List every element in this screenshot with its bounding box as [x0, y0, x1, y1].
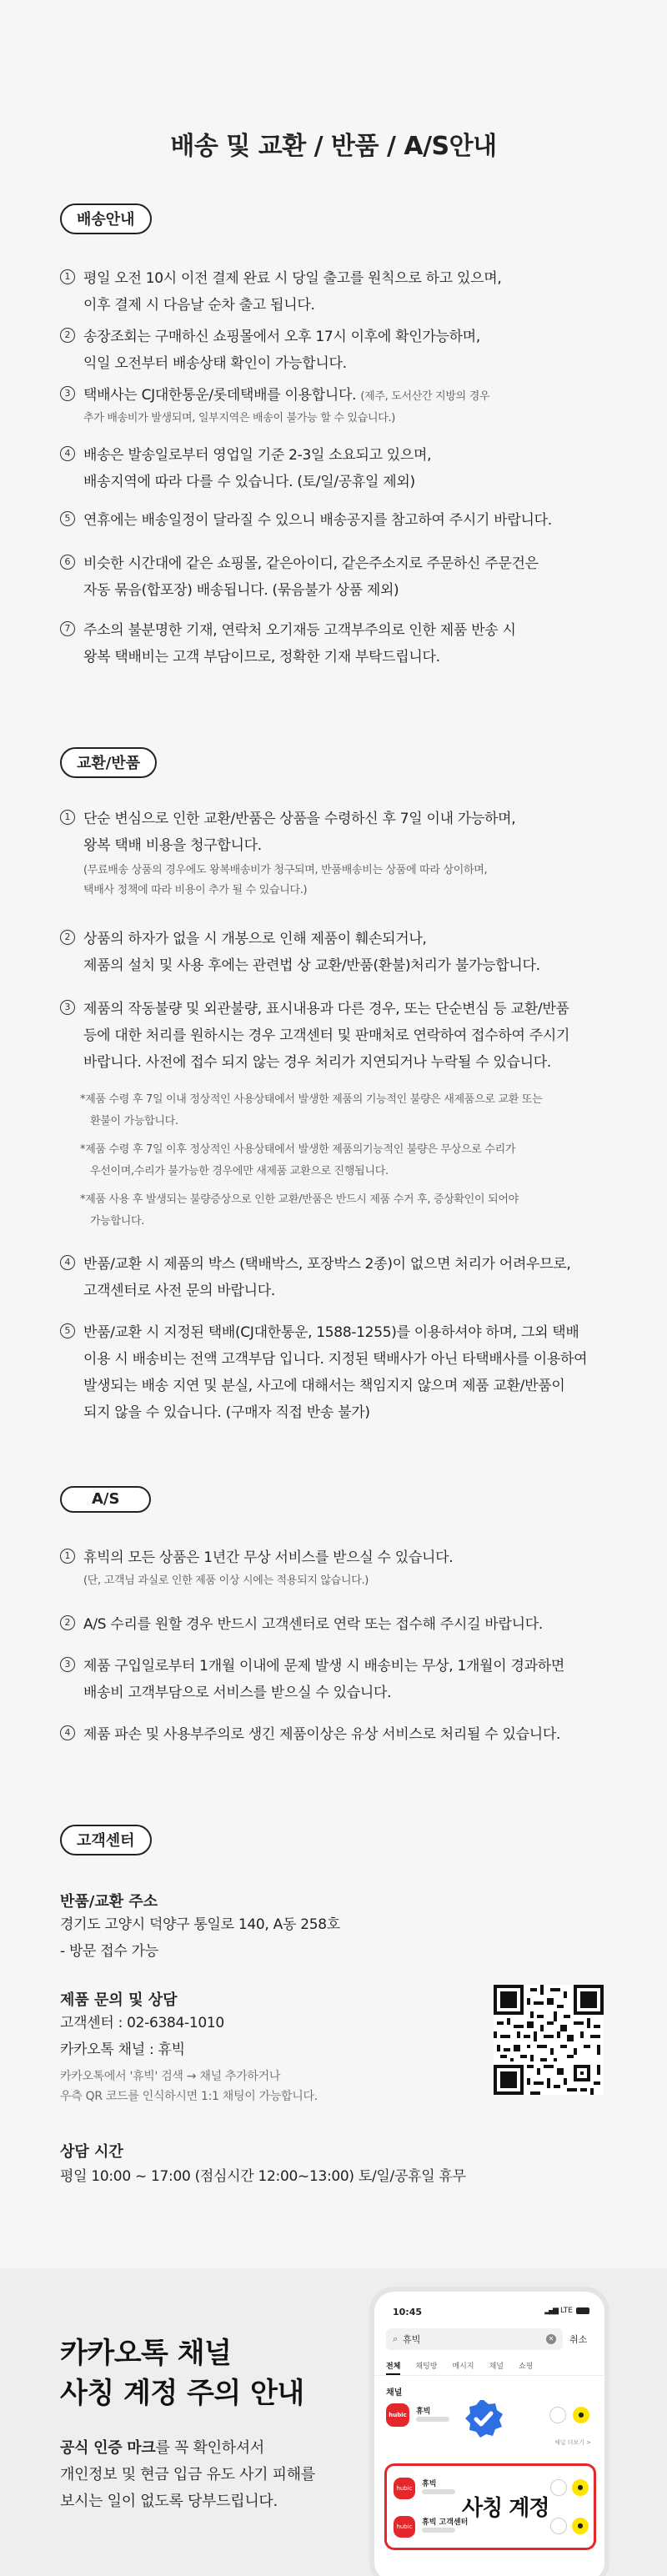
shipping-heading: 배송안내	[60, 203, 152, 234]
item-text: 택배사는 CJ대한통운/롯데택배를 이용합니다.	[83, 387, 357, 404]
banner-desc-text: 개인정보 및 현금 입금 유도 사기 피해를	[60, 2466, 315, 2483]
item-number: 6	[60, 555, 75, 570]
list-item	[60, 1653, 617, 1706]
hubic-logo: hubic	[386, 2403, 409, 2427]
visit-note: - 방문 접수 가능	[60, 1943, 158, 1960]
item-text: 상품의 하자가 없을 시 개봉으로 인해 제품이 훼손되거나,	[83, 931, 427, 947]
item-text: 자동 묶음(합포장) 배송됩니다. (묶음불가 상품 제외)	[83, 582, 399, 599]
search-icon: ⌕	[393, 2333, 399, 2344]
returns-note: 우선이며,수리가 불가능한 경우에만 새제품 교환으로 진행됩니다.	[90, 1165, 389, 1178]
item-text: 연휴에는 배송일정이 달라질 수 있으니 배송공지를 참고하여 주시기 바랍니다.	[83, 512, 552, 529]
item-text: A/S 수리를 원할 경우 반드시 고객센터로 연락 또는 접수해 주시길 바랍니다.	[83, 1616, 543, 1633]
item-text: 왕복 택배비는 고객 부담이므로, 정확한 기재 부탁드립니다.	[83, 649, 440, 665]
item-number: 4	[60, 1255, 75, 1270]
item-text: 주소의 불분명한 기재, 연락처 오기재등 고객부주의로 인한 제품 반송 시	[83, 622, 516, 639]
banner-title-line: 사칭 계정 주의 안내	[60, 2377, 304, 2410]
returns-note: 가능합니다.	[90, 1215, 145, 1228]
item-text: 제품의 설치 및 사용 후에는 관련법 상 교환/반품(환불)처리가 불가능합니다.	[83, 957, 540, 974]
item-text: 등에 대한 처리를 원하시는 경우 고객센터 및 판매처로 연락하여 접수하여 주시기	[83, 1027, 570, 1044]
item-number: 3	[60, 386, 75, 401]
fake-channel-name: 휴빅	[422, 2480, 437, 2488]
item-text: 비슷한 시간대에 같은 쇼핑몰, 같은아이디, 같은주소지로 주문하신 주문건은	[83, 555, 539, 572]
phone-status	[544, 2307, 589, 2315]
list-item	[60, 1544, 617, 1591]
phone-mockup	[369, 2287, 609, 2576]
official-channel-row[interactable]	[386, 2402, 593, 2432]
list-item	[60, 265, 617, 319]
list-item	[60, 550, 617, 604]
banner-title	[60, 2333, 304, 2413]
item-text: 배송은 발송일로부터 영업일 기준 2-3일 소요되고 있으며,	[83, 447, 432, 464]
item-note: 택배사 정책에 따라 비용이 추가 될 수 있습니다.)	[83, 884, 308, 896]
item-text: 평일 오전 10시 이전 결제 완료 시 당일 출고를 원칙으로 하고 있으며,	[83, 270, 502, 287]
qr-code-icon[interactable]	[494, 1985, 604, 2095]
fake-accounts-box	[384, 2463, 596, 2550]
list-item	[60, 442, 617, 495]
list-item	[60, 324, 617, 377]
item-note: (단, 고객님 과실로 인한 제품 이상 시에는 적용되지 않습니다.)	[83, 1574, 369, 1587]
tab-all[interactable]: 전체	[386, 2360, 400, 2375]
item-text: 되지 않을 수 있습니다. (구매자 직접 반송 불가)	[83, 1404, 370, 1421]
item-text: 고객센터로 사전 문의 바랍니다.	[83, 1283, 276, 1299]
inquiry-label: 제품 문의 및 상담	[60, 1991, 178, 2009]
impersonation-warning-banner	[0, 2268, 667, 2576]
phone-time: 10:45	[393, 2307, 423, 2317]
item-text: 익일 오전부터 배송상태 확인이 가능합니다.	[83, 355, 347, 372]
fake-account-label: 사칭 계정	[462, 2496, 549, 2521]
item-text: 이용 시 배송비는 전액 고객부담 입니다. 지정된 택배사가 아닌 타택배사를 이용하여	[83, 1351, 588, 1368]
signal-icon: ▂▄▆	[544, 2307, 558, 2315]
list-item	[60, 1721, 617, 1748]
kakao-note: 우측 QR 코드를 인식하시면 1:1 채팅이 가능합니다.	[60, 2090, 318, 2103]
item-number: 3	[60, 1000, 75, 1015]
item-number: 2	[60, 1615, 75, 1630]
banner-description	[60, 2435, 315, 2515]
fake-channel-name: 휴빅 고객센터	[422, 2518, 469, 2527]
item-note: (무료배송 상품의 경우에도 왕복배송비가 청구되며, 반품배송비는 상품에 따라 상이하며,	[83, 864, 488, 876]
item-text: 반품/교환 시 지정된 택배(CJ대한통운, 1588-1255)를 이용하셔야 하며, 그외 택배	[83, 1324, 579, 1341]
phone-section-label: 채널	[386, 2388, 403, 2398]
item-number: 4	[60, 1725, 75, 1740]
list-item	[60, 1611, 617, 1638]
item-number: 1	[60, 810, 75, 825]
phone-search-input[interactable]	[386, 2328, 563, 2350]
tab-chatroom[interactable]: 채팅방	[415, 2363, 438, 2371]
cs-section	[60, 1825, 617, 1855]
list-item	[60, 382, 617, 429]
item-text: 배송지역에 따라 다를 수 있습니다. (토/일/공휴일 제외)	[83, 474, 415, 490]
item-text: 왕복 택배 비용을 청구합니다.	[83, 837, 262, 854]
list-item	[60, 926, 617, 979]
returns-section	[60, 747, 617, 778]
kakao-chat-icon[interactable]: ●	[572, 2518, 589, 2534]
returns-note: 환불이 가능합니다.	[90, 1115, 178, 1127]
shipping-section	[60, 203, 617, 234]
item-text: 바랍니다. 사전에 접수 되지 않는 경우 처리가 지연되거나 누락될 수 있습니다.	[83, 1054, 552, 1071]
verified-badge-icon	[463, 2398, 504, 2440]
item-note: (제주, 도서산간 지방의 경우	[360, 390, 490, 403]
phone-tabs	[386, 2360, 533, 2375]
item-text: 송장조회는 구매하신 쇼핑몰에서 오후 17시 이후에 확인가능하며,	[83, 329, 480, 345]
list-item	[60, 996, 617, 1076]
item-text: 발생되는 배송 지연 및 분실, 사고에 대해서는 책임지지 않으며 제품 교환/반품이	[83, 1378, 565, 1394]
item-text: 제품 구입일로부터 1개월 이내에 문제 발생 시 배송비는 무상, 1개월이 경과하면	[83, 1658, 564, 1675]
item-number: 7	[60, 621, 75, 636]
clear-icon[interactable]: ✕	[546, 2334, 556, 2344]
cancel-button[interactable]: 취소	[569, 2334, 588, 2345]
more-channels-link[interactable]: 채널 더보기 >	[554, 2439, 591, 2446]
item-number: 1	[60, 269, 75, 284]
hours-text: 평일 10:00 ~ 17:00 (점심시간 12:00~13:00) 토/일/공휴일 휴무	[60, 2168, 466, 2185]
returns-heading: 교환/반품	[60, 747, 157, 778]
returns-note: *제품 사용 후 발생되는 불량증상으로 인한 교환/반품은 반드시 제품 수거 후, 증상확인이 되어야	[80, 1193, 519, 1206]
tab-message[interactable]: 메시지	[452, 2363, 474, 2371]
list-item	[60, 617, 617, 670]
hours-label: 상담 시간	[60, 2143, 123, 2161]
item-number: 4	[60, 446, 75, 461]
returns-note: *제품 수령 후 7일 이내 정상적인 사용상태에서 발생한 제품의 기능적인 불량은 새제품으로 교환 또는	[80, 1093, 543, 1106]
banner-desc-bold: 공식 인증 마크	[60, 2439, 156, 2457]
item-text: 배송비 고객부담으로 서비스를 받으실 수 있습니다.	[83, 1685, 392, 1701]
item-number: 2	[60, 328, 75, 343]
item-text: 반품/교환 시 제품의 박스 (택배박스, 포장박스 2종)이 없으면 처리가 어려우므로,	[83, 1256, 571, 1273]
return-address-label: 반품/교환 주소	[60, 1893, 158, 1911]
network-label: LTE	[560, 2307, 573, 2315]
kakao-chat-icon[interactable]: ●	[573, 2407, 589, 2423]
item-text: 제품 파손 및 사용부주의로 생긴 제품이상은 유상 서비스로 처리될 수 있습니다.	[83, 1726, 561, 1743]
page-title: 배송 및 교환 / 반품 / A/S안내	[170, 132, 497, 161]
item-text: 제품의 작동불량 및 외관불량, 표시내용과 다른 경우, 또는 단순변심 등 교환/반품	[83, 1001, 569, 1017]
list-item	[60, 806, 617, 901]
as-section	[60, 1486, 617, 1513]
kakao-chat-icon[interactable]: ●	[572, 2479, 589, 2496]
list-item	[60, 1251, 617, 1304]
list-item	[60, 1319, 617, 1426]
banner-title-line: 카카오톡 채널	[60, 2337, 232, 2370]
banner-desc-text: 를 꼭 확인하셔서	[155, 2439, 264, 2457]
kakao-note: 카카오톡에서 '휴빅' 검색 → 채널 추가하거나	[60, 2070, 281, 2083]
item-number: 1	[60, 1549, 75, 1564]
channel-name: 휴빅	[416, 2408, 431, 2416]
fake-logo: hubic	[394, 2478, 415, 2499]
item-text: 이후 결제 시 다음날 순차 출고 됩니다.	[83, 297, 315, 314]
tab-shopping[interactable]: 쇼핑	[518, 2363, 534, 2371]
as-heading: A/S	[60, 1486, 151, 1513]
item-number: 2	[60, 930, 75, 945]
cs-heading: 고객센터	[60, 1825, 152, 1855]
item-text: 단순 변심으로 인한 교환/반품은 상품을 수령하신 후 7일 이내 가능하며,	[83, 811, 516, 827]
item-number: 5	[60, 511, 75, 526]
banner-desc-text: 보시는 일이 없도록 당부드립니다.	[60, 2493, 278, 2510]
item-number: 3	[60, 1657, 75, 1672]
returns-note: *제품 수령 후 7일 이후 정상적인 사용상태에서 발생한 제품의기능적인 불량은 무상으로 수리가	[80, 1143, 516, 1156]
battery-icon	[576, 2307, 589, 2314]
list-item	[60, 507, 617, 534]
item-text: 휴빅의 모든 상품은 1년간 무상 서비스를 받으실 수 있습니다.	[83, 1549, 454, 1566]
item-number: 5	[60, 1323, 75, 1338]
tab-channel[interactable]: 채널	[489, 2363, 504, 2371]
item-note: 추가 배송비가 발생되며, 일부지역은 배송이 불가능 할 수 있습니다.)	[83, 412, 396, 424]
search-query: 휴빅	[403, 2334, 421, 2345]
return-address: 경기도 고양시 덕양구 통일로 140, A동 258호	[60, 1916, 340, 1933]
phone-number: 고객센터 : 02-6384-1010	[60, 2015, 224, 2031]
kakao-channel: 카카오톡 채널 : 휴빅	[60, 2041, 185, 2058]
fake-logo: hubic	[394, 2516, 415, 2538]
